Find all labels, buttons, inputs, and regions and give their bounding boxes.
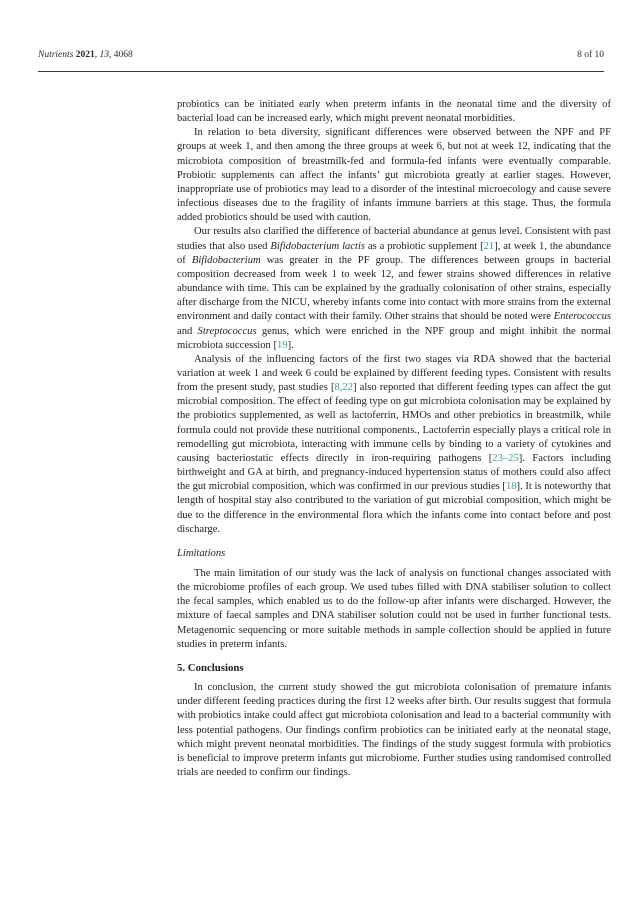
text-segment: Bifidobacterium lactis <box>270 240 366 252</box>
text-segment: 2021 <box>75 50 95 60</box>
text-segment: The main limitation of our study was the lack of analysis on functional changes associated with the microbiome profiles of each group. We used tubes filled with DNA stabiliser solution to collect the fecal samples, which enabled us to do the follow-up after infants were discharged. However, the mixture of faecal samples and DNA stabiliser solution could not be used in further functional tests. Metagenomic sequencing or more suitable methods in sample collection should be applied in future studies in preterm infants. <box>177 568 611 650</box>
page-indicator: 8 of 10 <box>577 50 604 60</box>
paragraph-limitations <box>177 567 611 652</box>
text-segment: ]. <box>287 339 294 351</box>
text-segment: genus, which were enriched in the NPF group and might inhibit the normal microbiota succession [ <box>177 325 611 351</box>
text-segment: In conclusion, the current study showed the gut microbiota colonisation of premature infants under different feeding practices during the first 12 weeks after birth. Our results suggest that formula with probiotics intake could affect gut microbiota colonisation and lead to a bacterial community with less potential pathogens. Our findings confirm probiotics can be initiated early at the neonatal stage, which might prevent neonatal morbidities. The findings of the study suggest formula with probiotics is beneficial to improve preterm infants gut microbiome. Further studies using randomised controlled trials are needed to confirm our findings. <box>177 682 611 779</box>
text-segment: and <box>177 325 198 337</box>
paragraph-genus-level <box>177 225 611 352</box>
text-segment: Enterococcus <box>553 311 611 323</box>
text-segment: Streptococcus <box>197 325 257 337</box>
text-segment: Our results also clarified the difference of bacterial abundance at genus level. Consistent with past studies that also used <box>177 226 611 252</box>
text-segment: In relation to beta diversity, significant differences were observed between the NPF and PF groups at week 1, and then among the three groups at week 6, but not at week 12, indicating that the microbiota composition of breastmilk-fed and formula-fed infants were eventually comparable. Probiotic supplements can affect the infants’ gut microbiota greatly at earlier stages. However, inappropriate use of probiotics may lead to a disorder of the intestinal microecology and cause severe infectious diseases due to the fragility of infants immune barriers at this stage. Thus, the formula added probiotics should be used with caution. <box>177 127 611 224</box>
header-rule <box>38 71 604 72</box>
text-segment: , 4068 <box>109 50 133 60</box>
citation-link[interactable]: 18 <box>505 481 517 493</box>
text-segment: 5. Conclusions <box>177 661 244 674</box>
paragraph-rda-analysis <box>177 353 611 537</box>
text-segment: Bifidobacterium <box>191 254 261 266</box>
heading-limitations <box>177 547 611 561</box>
journal-citation <box>38 50 133 60</box>
text-segment: Limitations <box>177 547 226 559</box>
citation-link[interactable]: 23–25 <box>492 452 519 464</box>
text-segment: ]. Factors including birthweight and GA at birth, and pregnancy-induced hypertension status of mothers could also affect the gut microbial composition, which was confirmed in our previous studies [ <box>177 452 611 493</box>
text-segment: was greater in the PF group. The differences between groups in bacterial composition decreased from week 1 to week 12, and fewer strains showed differences in relative abundance with time. This can be explained by the gradually colonisation of other strains, especially after discharge from the NICU, whereby infants come into contact with more strains from the external environment and daily contact with their family. Other strains that should be noted were <box>177 254 611 323</box>
paragraph-continuation <box>177 98 611 126</box>
text-segment: ]. It is noteworthy that length of hospital stay also contributed to the variation of gut microbial composition, which might be due to the difference in the environmental flora which the infants come into contact before and post discharge. <box>177 481 611 535</box>
text-segment: Nutrients <box>38 50 76 60</box>
paragraph-conclusions <box>177 681 611 780</box>
paragraph-beta-diversity <box>177 126 611 225</box>
article-body <box>177 98 611 780</box>
text-segment: as a probiotic supplement [ <box>365 240 484 252</box>
text-segment: ], at week 1, the abundance of <box>177 240 611 266</box>
text-segment: 13 <box>99 50 109 60</box>
citation-link[interactable]: 21 <box>483 240 495 252</box>
running-header <box>38 50 604 60</box>
text-segment: probiotics can be initiated early when preterm infants in the neonatal time and the diversity of bacterial load can be increased early, which might prevent neonatal morbidities. <box>177 99 611 125</box>
text-segment: ] also reported that different feeding types can affect the gut microbial composition. The effect of feeding type on gut microbiota colonisation may be explained by the probiotics supplemented, as well as lactoferrin, HMOs and other prebiotics in breastmilk, while formula could not provide these nutritional components., Lactoferrin especially plays a critical role in remodelling gut microbiota, interacting with immune cells by binding to a variety of cytokines and causing bacteriostatic effects directly in iron-requiring pathogens [ <box>177 382 611 464</box>
text-segment: , <box>94 50 100 60</box>
heading-conclusions <box>177 661 611 675</box>
citation-link[interactable]: 8,22 <box>334 382 354 394</box>
citation-link[interactable]: 19 <box>277 339 288 351</box>
text-segment: Analysis of the influencing factors of the first two stages via RDA showed that the bacterial variation at week 1 and week 6 could be explained by different feeding types. Consistent with results from the present study, past studies [ <box>177 353 611 394</box>
